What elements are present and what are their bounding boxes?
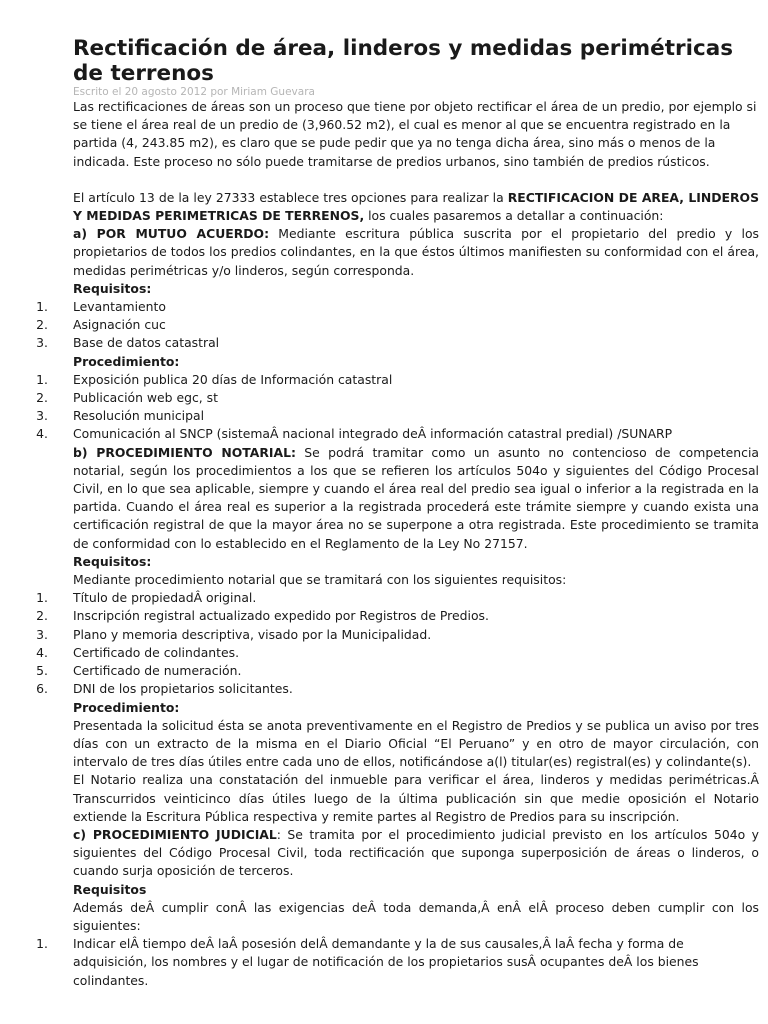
section-c-paragraph: c) PROCEDIMIENTO JUDICIAL: Se tramita por el procedimiento judicial previsto en los artículos 504o y siguientes del Código Procesal Civil, toda rectificación que suponga superposición de áreas o linderos, o cuando surja oposición de terceros. bbox=[73, 826, 759, 879]
intro-paragraph: Las rectificaciones de áreas son un proceso que tiene por objeto rectificar el área de un predio, por ejemplo si se tiene el área real de un predio de (3,960.52 m2), el cual es menor al que se encuentra registrado en la partida (4, 243.85 m2), es claro que se pude pedir que ya no tenga dicha área, sino más o menos de la indicada. Este proceso no sólo puede tramitarse de predios urbanos, sino también de predios rústicos. bbox=[73, 99, 757, 169]
section-c-heading: c) PROCEDIMIENTO JUDICIAL bbox=[73, 826, 277, 842]
section-a-requirements-label: Requisitos: bbox=[73, 280, 152, 296]
list-item: 3. Plano y memoria descriptiva, visado por la Municipalidad. bbox=[36, 626, 432, 642]
section-a-procedure-label: Procedimiento: bbox=[73, 353, 180, 369]
list-item: 1. Exposición publica 20 días de Información catastral bbox=[36, 371, 393, 387]
byline: Escrito el 20 agosto 2012 por Miriam Guevara bbox=[73, 86, 315, 98]
list-item: 1. Levantamiento bbox=[36, 299, 166, 315]
list-item: 1. Indicar elÂ tiempo deÂ laÂ posesión delÂ demandante y la de sus causales,Â laÂ fecha y forma de adquisición, los nombres y el lugar de notificación de los propietarios susÂ ocupantes deÂ los bienes colindantes. bbox=[36, 936, 699, 988]
section-b-requirements-intro: Mediante procedimiento notarial que se tramitará con los siguientes requisitos: bbox=[73, 572, 567, 588]
list-item: 5. Certificado de numeración. bbox=[36, 663, 242, 679]
page-title: Rectificación de área, linderos y medidas perimétricas de terrenos bbox=[73, 36, 734, 86]
section-a-paragraph: a) POR MUTUO ACUERDO: Mediante escritura pública suscrita por el propietario del predio y los propietarios de todos los predios colindantes, en la que éstos últimos manifiesten su conformidad con el área, medidas perimétricas y/o linderos, según corresponda. bbox=[73, 226, 759, 278]
list-item: 3. Resolución municipal bbox=[36, 408, 205, 424]
list-item: 2. Publicación web egc, st bbox=[36, 390, 218, 406]
list-item: 4. Comunicación al SNCP (sistemaÂ nacional integrado deÂ información catastral predial) /SUNARP bbox=[36, 426, 673, 442]
section-b-procedure-paragraph: El Notario realiza una constatación del inmueble para verificar el área, linderos y medidas perimétricas.Â Transcurridos veinticinco días útiles luego de la última publicación sin que medie oposición el Notario extiende la Escritura Pública respectiva y remite partes al Registro de Predios para su inscripción. bbox=[73, 772, 759, 824]
list-item: 2. Asignación cuc bbox=[36, 317, 166, 333]
section-c-requirements-list bbox=[36, 935, 759, 990]
section-c-requirements-label: Requisitos bbox=[73, 881, 147, 897]
section-a-procedure-list bbox=[36, 371, 759, 444]
section-b-heading: b) PROCEDIMIENTO NOTARIAL: bbox=[73, 444, 296, 460]
list-item: 6. DNI de los propietarios solicitantes. bbox=[36, 681, 293, 697]
section-a-requirements-list bbox=[36, 298, 759, 353]
article bbox=[36, 36, 759, 990]
list-item: 3. Base de datos catastral bbox=[36, 335, 220, 351]
list-item: 4. Certificado de colindantes. bbox=[36, 644, 240, 660]
section-b-requirements-list bbox=[36, 589, 759, 698]
section-b-requirements-label: Requisitos: bbox=[73, 553, 152, 569]
spacer bbox=[73, 171, 759, 189]
section-b-procedure-paragraph: Presentada la solicitud ésta se anota preventivamente en el Registro de Predios y se publica un aviso por tres días con un extracto de la misma en el Diario Oficial “El Peruano” y en otro de mayor circulación, con intervalo de tres días útiles entre cada uno de ellos, notificándose a(l) titular(es) registral(es) y colindante(s). bbox=[73, 717, 759, 770]
section-b-paragraph: b) PROCEDIMIENTO NOTARIAL: Se podrá tramitar como un asunto no contencioso de competencia notarial, según los procedimientos a los que se refieren los artículos 504o y siguientes del Código Procesal Civil, en lo que sea aplicable, siempre y cuando el área real del predio sea igual o inferior a la registrada en la partida. Cuando el área real es superior a la registrada procederá este trámite siempre y cuando exista una certificación registral de que la mayor área no se superpone a otra registrada. Este procedimiento se tramita de conformidad con lo establecido en el Reglamento de la Ley No 27157. bbox=[73, 444, 759, 551]
section-b-procedure-label: Procedimiento: bbox=[73, 699, 180, 715]
list-item: 2. Inscripción registral actualizado expedido por Registros de Predios. bbox=[36, 608, 489, 624]
article-paragraph: El artículo 13 de la ley 27333 establece tres opciones para realizar la RECTIFICACION DE AREA, LINDEROS Y MEDIDAS PERIMETRICAS DE TERRENOS, los cuales pasaremos a detallar a continuación: bbox=[73, 189, 759, 224]
list-item: 1. Título de propiedadÂ original. bbox=[36, 590, 257, 606]
section-c-requirements-intro: Además deÂ cumplir conÂ las exigencias deÂ toda demanda,Â enÂ elÂ proceso deben cumplir con los siguientes: bbox=[73, 899, 759, 933]
section-a-heading: a) POR MUTUO ACUERDO: bbox=[73, 226, 270, 242]
